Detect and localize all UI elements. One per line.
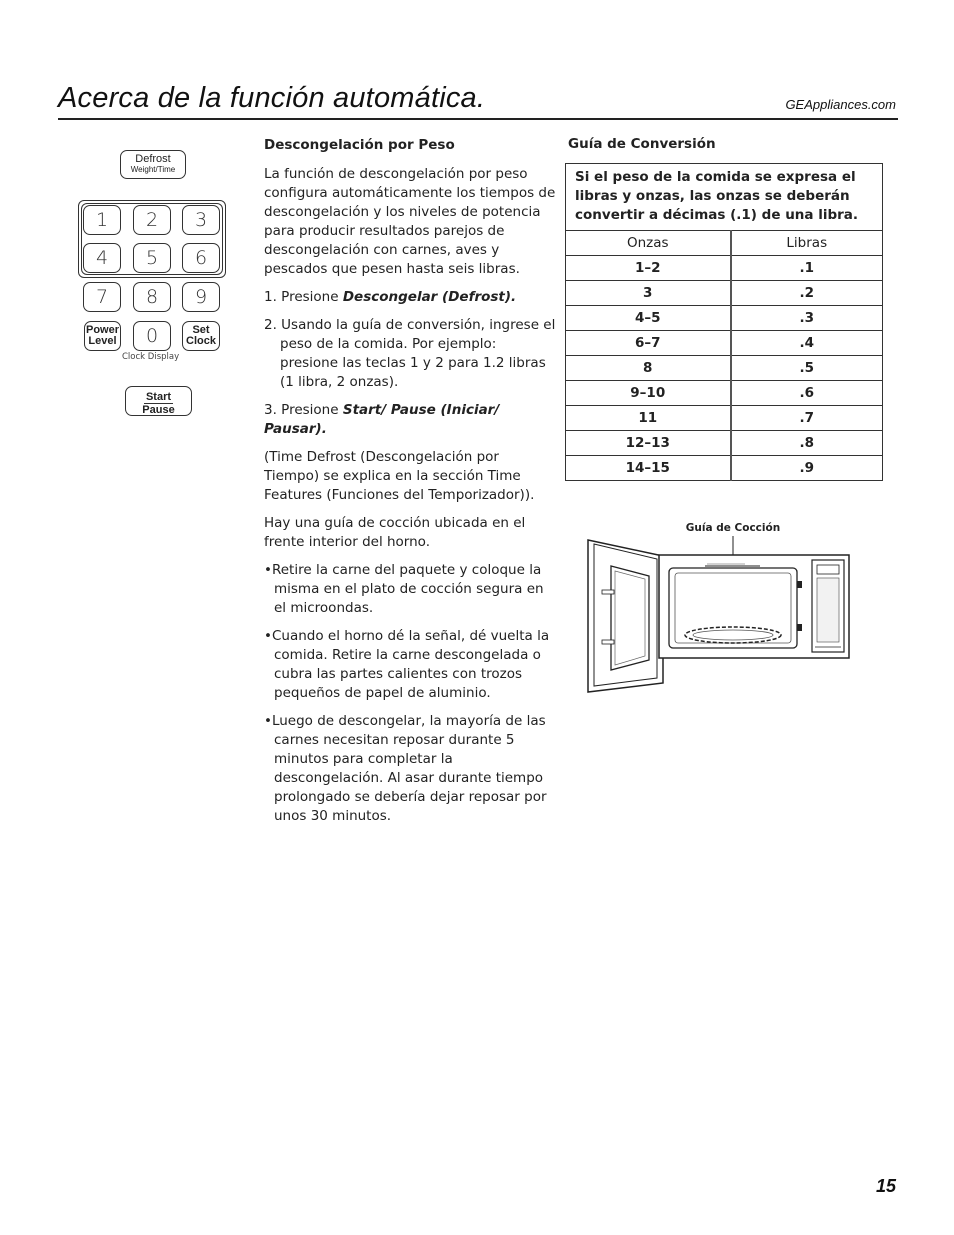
guide-note: Hay una guía de cocción ubicada en el frente interior del horno. xyxy=(264,515,526,550)
key-1: 1 xyxy=(83,205,121,235)
conversion-note: Si el peso de la comida se expresa el libras y onzas, las onzas se deberán convertir a décimas (.1) de una libra. xyxy=(566,164,883,231)
set-clock-key xyxy=(182,321,220,351)
ounces-cell: 12–13 xyxy=(566,431,731,456)
step-3-text: 3. Presione xyxy=(264,402,343,418)
bullet-1-text: Retire la carne del paquete y coloque la misma en el plato de cocción segura en el microondas. xyxy=(271,562,544,616)
power-level-key xyxy=(84,321,121,351)
bullet-2-text: Cuando el horno dé la señal, dé vuelta la comida. Retire la carne descongelada o cubra las partes calientes con trozos pequeños de papel de aluminio. xyxy=(271,628,550,701)
keypad-area xyxy=(817,578,839,642)
key-4: 4 xyxy=(83,243,121,273)
key-5: 5 xyxy=(133,243,171,273)
col-header-pounds: Libras xyxy=(731,231,883,256)
pounds-cell: .3 xyxy=(731,306,883,331)
time-defrost-note: (Time Defrost (Descongelación por Tiempo) se explica en la sección Time Features (Funciones del Temporizador)). xyxy=(264,449,535,503)
table-row xyxy=(566,406,883,431)
pounds-cell: .2 xyxy=(731,281,883,306)
ounces-cell: 6–7 xyxy=(566,331,731,356)
oven-door xyxy=(588,540,663,692)
table-row xyxy=(566,456,883,481)
ounces-cell: 8 xyxy=(566,356,731,381)
ounces-cell: 14–15 xyxy=(566,456,731,481)
key-7: 7 xyxy=(83,282,121,312)
oven-latch-slot-bottom xyxy=(797,624,802,631)
table-row xyxy=(566,381,883,406)
key-6: 6 xyxy=(182,243,220,273)
ounces-cell: 9–10 xyxy=(566,381,731,406)
table-row xyxy=(566,331,883,356)
intro-paragraph: La función de descongelación por peso configura automáticamente los tiempos de descongelación y los niveles de potencia para producir resultados parejos de descongelación con carnes, aves y pescados que pesen hasta seis libras. xyxy=(264,166,556,277)
pounds-cell: .5 xyxy=(731,356,883,381)
table-row xyxy=(566,281,883,306)
key-3: 3 xyxy=(182,205,220,235)
pounds-cell: .1 xyxy=(731,256,883,281)
set-key-label: Set xyxy=(192,324,210,336)
cooking-guide-label: Guía de Cocción xyxy=(685,522,781,534)
display-window xyxy=(817,565,839,574)
door-latch-top xyxy=(602,590,614,594)
key-0: 0 xyxy=(133,321,171,351)
microwave-illustration xyxy=(585,518,855,698)
step-1 xyxy=(264,288,556,307)
page-title: Acerca de la función automática. xyxy=(58,82,486,114)
door-latch-bottom xyxy=(602,640,614,644)
bullet-3-text: Luego de descongelar, la mayoría de las carnes necesitan reposar durante 5 minutos para completar la descongelación. Al asar durante tiempo prolongado se debería dejar reposar por unos 30 minutos. xyxy=(271,713,547,824)
defrost-key xyxy=(120,150,186,179)
ounces-cell: 1–2 xyxy=(566,256,731,281)
oven-latch-slot-top xyxy=(797,581,802,588)
header-rule xyxy=(58,118,898,120)
conversion-table xyxy=(565,163,883,481)
bullet-item: •Retire la carne del paquete y coloque la misma en el plato de cocción segura en el microondas. xyxy=(264,562,544,616)
pounds-cell: .4 xyxy=(731,331,883,356)
step-1-text: 1. Presione xyxy=(264,289,343,305)
key-2: 2 xyxy=(133,205,171,235)
step-1-key: Descongelar (Defrost). xyxy=(342,289,517,305)
key-9: 9 xyxy=(182,282,220,312)
table-row xyxy=(566,356,883,381)
instructions-column xyxy=(264,136,556,835)
ounces-cell: 4–5 xyxy=(566,306,731,331)
clock-display-caption: Clock Display xyxy=(122,352,180,362)
bullet-item: •Luego de descongelar, la mayoría de las carnes necesitan reposar durante 5 minutos para completar la descongelación. Al asar durante tiempo prolongado se debería dejar reposar por unos 30 minutos. xyxy=(264,713,547,824)
table-row xyxy=(566,256,883,281)
pause-key-label: Pause xyxy=(142,404,175,416)
site-url: GEAppliances.com xyxy=(785,97,896,112)
bullet-item: •Cuando el horno dé la señal, dé vuelta la comida. Retire la carne descongelada o cubra las partes calientes con trozos pequeños de papel de aluminio. xyxy=(264,628,550,701)
start-key-label: Start xyxy=(145,391,172,403)
defrost-key-label: Defrost xyxy=(135,153,171,165)
page-number: 15 xyxy=(875,1176,896,1196)
power-key-sublabel: Level xyxy=(88,335,117,347)
step-3-key: Start/ Pause (Iniciar/ Pausar). xyxy=(264,402,500,437)
col-header-ounces: Onzas xyxy=(566,231,731,256)
oven-cavity xyxy=(669,568,797,648)
pounds-cell: .9 xyxy=(731,456,883,481)
conversion-title: Guía de Conversión xyxy=(568,136,716,152)
ounces-cell: 3 xyxy=(566,281,731,306)
pounds-cell: .6 xyxy=(731,381,883,406)
pounds-cell: .7 xyxy=(731,406,883,431)
keypad-illustration xyxy=(78,148,238,428)
table-row xyxy=(566,306,883,331)
power-key-label: Power xyxy=(85,324,119,336)
pounds-cell: .8 xyxy=(731,431,883,456)
start-pause-key xyxy=(125,386,192,416)
ounces-cell: 11 xyxy=(566,406,731,431)
set-key-sublabel: Clock xyxy=(186,335,216,347)
step-2: 2. Usando la guía de conversión, ingrese el peso de la comida. Por ejemplo: presione las teclas 1 y 2 para 1.2 libras (1 libra, 2 onzas). xyxy=(264,317,556,390)
section-heading: Descongelación por Peso xyxy=(264,137,455,153)
key-8: 8 xyxy=(133,282,171,312)
step-3 xyxy=(264,401,556,439)
defrost-key-sublabel: Weight/Time xyxy=(130,165,176,174)
table-row xyxy=(566,431,883,456)
